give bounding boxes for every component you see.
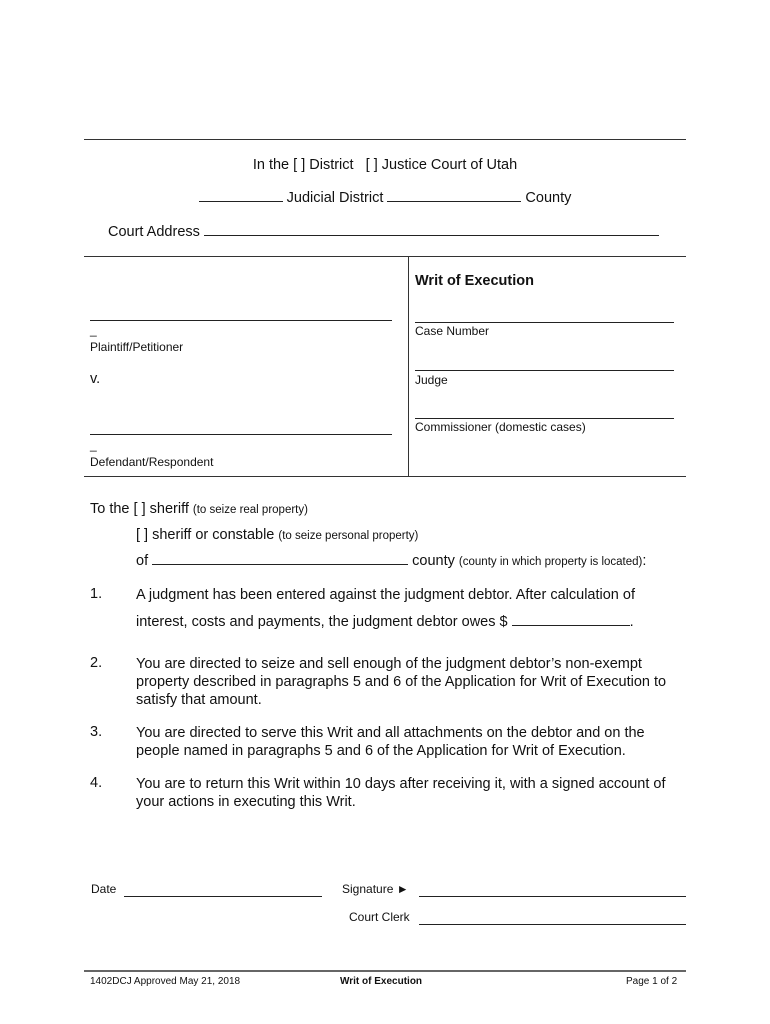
judicial-district-line — [0, 190, 770, 206]
court-clerk-field[interactable] — [419, 924, 686, 925]
justice-option[interactable]: [ ] Justice Court of Utah — [365, 157, 518, 173]
paragraph-3-text: You are directed to serve this Writ and all attachments on the debtor and on the people named in paragraphs 5 and 6 of the Application for Writ of Execution. — [136, 725, 645, 759]
header-top-rule — [84, 139, 686, 140]
signature-label: Signature ► — [342, 882, 409, 896]
paragraph-2-number: 2. — [90, 655, 103, 671]
date-label: Date — [91, 882, 117, 896]
judge-field[interactable] — [415, 370, 674, 371]
judge-label: Judge — [415, 373, 448, 387]
to-the-line — [90, 501, 308, 517]
document-title: Writ of Execution — [415, 273, 534, 289]
footer-title: Writ of Execution — [340, 976, 423, 987]
judicial-district-label: Judicial District — [286, 190, 384, 206]
amount-prefix: interest, costs and payments, the judgment debtor owes $ — [136, 614, 508, 630]
paragraph-1-number: 1. — [90, 586, 103, 602]
caption-divider — [408, 256, 409, 476]
paragraph-4-text: You are to return this Writ within 10 days after receiving it, with a signed account of your actions in executing this Writ. — [136, 776, 666, 810]
amount-suffix: . — [629, 614, 634, 630]
court-line-prefix: In the — [252, 157, 290, 173]
county-word: county — [412, 553, 455, 569]
defendant-label: Defendant/Respondent — [90, 455, 214, 469]
plaintiff-label: Plaintiff/Petitioner — [90, 340, 184, 354]
commissioner-field[interactable] — [415, 418, 674, 419]
of-label: of — [136, 553, 149, 569]
sheriff-constable-note: (to seize personal property) — [278, 530, 419, 542]
paragraph-1-line2 — [136, 613, 676, 631]
county-label: County — [525, 190, 572, 206]
case-number-field[interactable] — [415, 322, 674, 323]
court-address-label: Court Address — [108, 224, 200, 240]
defendant-dash: _ — [90, 438, 97, 452]
of-county-line — [136, 553, 646, 569]
sheriff-constable-option[interactable]: [ ] sheriff or constable — [136, 527, 275, 543]
versus-label: v. — [90, 371, 101, 387]
footer-rule — [84, 970, 686, 972]
county-colon: : — [642, 553, 647, 569]
caption-top-rule — [84, 256, 686, 257]
judicial-district-field[interactable] — [199, 201, 283, 202]
footer-page: Page 1 of 2 — [626, 976, 678, 987]
case-number-label: Case Number — [415, 324, 490, 338]
plaintiff-dash: _ — [90, 323, 97, 337]
commissioner-label: Commissioner (domestic cases) — [415, 420, 586, 434]
date-field[interactable] — [124, 896, 322, 897]
county-note: (county in which property is located) — [458, 556, 643, 568]
to-the-note: (to seize real property) — [192, 504, 308, 516]
paragraph-2-text: You are directed to seize and sell enough of the judgment debtor’s non-exempt property described in paragraphs 5 and 6 of the Application for Writ of Execution to satisfy that amount. — [136, 656, 667, 708]
plaintiff-field[interactable] — [90, 320, 392, 321]
paragraph-3-number: 3. — [90, 724, 103, 740]
sheriff-constable-line — [136, 527, 418, 543]
county-name-field[interactable] — [152, 564, 408, 565]
to-the-sheriff[interactable]: To the [ ] sheriff — [90, 501, 189, 517]
caption-bottom-rule — [84, 476, 686, 477]
defendant-field[interactable] — [90, 434, 392, 435]
court-address-line — [108, 224, 659, 240]
court-clerk-label: Court Clerk — [349, 910, 410, 924]
paragraph-4-number: 4. — [90, 775, 103, 791]
footer-form-id: 1402DCJ Approved May 21, 2018 — [90, 976, 241, 987]
amount-owed-field[interactable] — [512, 625, 630, 626]
district-option[interactable]: [ ] District — [293, 157, 354, 173]
court-line — [0, 157, 770, 173]
county-field[interactable] — [387, 201, 521, 202]
court-address-field[interactable] — [204, 235, 659, 236]
signature-field[interactable] — [419, 896, 686, 897]
paragraph-1-line1: A judgment has been entered against the judgment debtor. After calculation of — [136, 587, 635, 603]
